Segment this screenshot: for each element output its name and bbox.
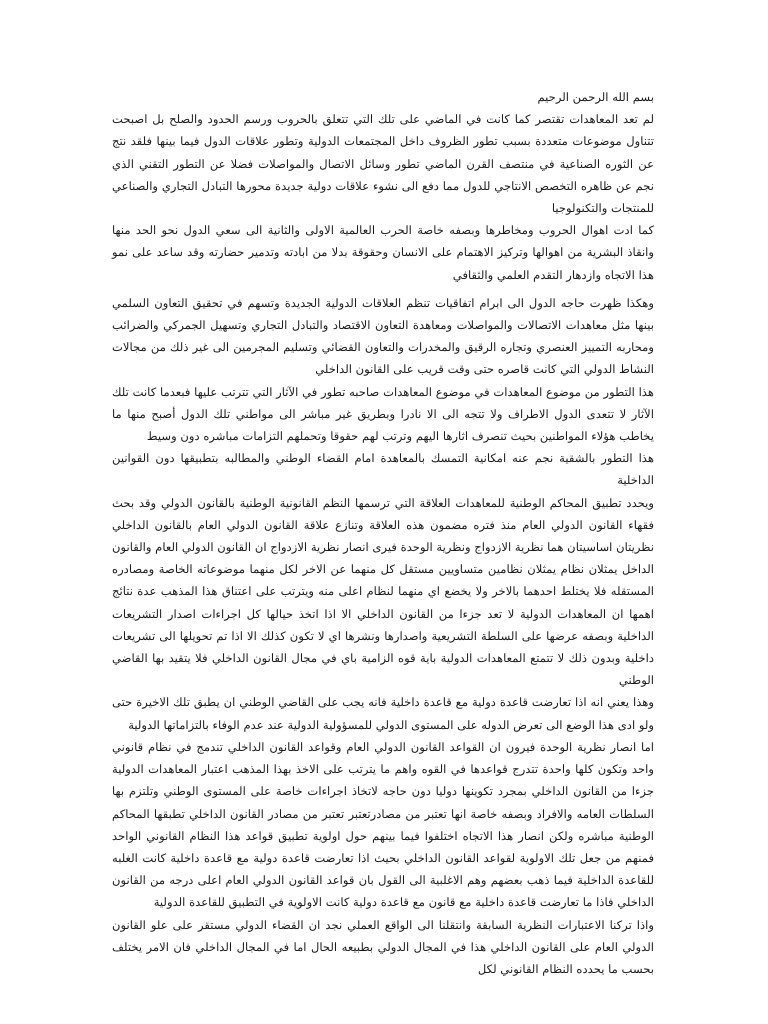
paragraph: كما ادت اهوال الحروب ومخاطرها وبصفه خاصة الحرب العالمية الاولى والثانية الى سعي الدول نحو الحد منها وانقاذ البشرية من اهوالها وتركيز الاهتمام على الانسان وحقوقة بدلا من ابادته وتدمير حضارته وقد ساعد على نمو هذا الاتجاه وازدهار التقدم العلمي والثقافي	[112, 223, 654, 282]
paragraph: ويحدد تطبيق المحاكم الوطنية للمعاهدات العلاقة التي ترسمها النظم القانونية الوطنية بالقانون الدولي وقد بحث فقهاء القانون الدولي العام منذ فتره مضمون هذه العلاقة وتنازع علاقة القانون الدولي العام بالقانون الداخلي نظريتان اساسيتان هما نظرية الازدواج ونظرية الوحدة فيرى انصار نظرية الازدواج ان القانون الدولي العام والقانون الداخل يمثلان نظام يمثلان نظامين متساويين مستقل كل منهما عن الاخر لكل منهما موضوعاته الخاصة ومصادره المستقله فلا يختلط احدهما بالاخر ولا يخضع اي منهما لنظام اعلى منه ويترتب على اعتناق هذا المذهب عدة نتائج اهمها ان المعاهدات الدولية لا تعد جزءا من القانون الداخلي الا اذا اتخذ حيالها كل اجراءات اصدار التشريعات الداخلية وبصفه عرضها على السلطة التشريعية واصدارها ونشرها اي لا تكون كذلك الا اذا تم تحويلها الى تشريعات داخلية وبدون ذلك لا تتمتع المعاهدات الدولية باية قوه الزامية باي في مجال القانون الداخلي فلا يتقيد بها القاضي الوطني	[112, 495, 654, 688]
paragraph: وهذا يعني انه اذا تعارضت قاعدة دولية مع قاعدة داخلية فانه يجب على القاضي الوطني ان يطبق تلك الاخيرة حتى ولو ادى هذا الوضع الى تعرض الدوله على المستوى الدولي للمسؤولية الدولية عند عدم الوفاء بالتزاماتها الدولية	[112, 695, 654, 732]
paragraph: هذا التطور بالشقية نجم عنه امكانية التمسك بالمعاهدة امام القضاء الوطني والمطالبه بتطبيقها دون القوانين الداخلية	[112, 451, 654, 488]
document-page	[112, 86, 654, 980]
paragraph: هذا التطور من موضوع المعاهدات في موضوع المعاهدات صاحبه تطور في الآثار التي تترتب عليها فبعدما كانت تلك الآثار لا تتعدى الدول الاطراف ولا تتجه الى الا نادرا وبطريق غير مباشر الى مواطني تلك الدول أصبح منها ما يخاطب هؤلاء المواطنين بحيث تنصرف اثارها اليهم وترتب لهم حقوقا وتحملهم التزامات مباشره دون وسيط	[112, 384, 654, 444]
paragraph: اما انصار نظرية الوحدة فيرون ان القواعد القانون الدولي العام وقواعد القانون الداخلي تندمج في نظام قانوني واحد وتكون كلها واحدة تتدرج قواعدها في القوه واهم ما يترتب على الاخذ بهذا المذهب اعتبار المعاهدات الدولية جزءا من القانون الداخلي بمجرد تكوينها دوليا دون حاجه لاتخاذ اجراءات خاصة على المستوى الوطني وتلتزم بها السلطات العامه والافراد وبصفه خاصة انها تعتبر من مصادرتعتبر تعتبر من مصادر القانون الداخلي تطبقها المحاكم الوطنية مباشره ولكن انصار هذا الاتجاه اختلفوا فيما بينهم حول اولوية تطبيق قواعد هذا النظام القانوني الواحد فمنهم من جعل تلك الاولوية لقواعد القانون الداخلي بحيث اذا تعارضت قاعدة دولية مع قاعدة داخلية كانت الغلبه للقاعدة الداخلية فيما ذهب بعضهم وهم الاغلبية الى القول بان قواعد القانون الدولي العام اعلى درجه من القانون الداخلي فاذا ما تعارضت قاعدة داخلية مع قانون مع قاعدة دولية كانت الاولوية في التطبيق للقاعدة الدولية	[112, 739, 654, 910]
paragraph: لم تعد المعاهدات تقتصر كما كانت في الماضي على تلك التي تتعلق بالحروب ورسم الحدود والصلح بل اصبحت تتناول موضوعات متعددة بسبب تطور الظروف داخل المجتمعات الدولية وتطور علاقات الدول فيما بينها فلقد نتج عن الثوره الصناعية في منتصف القرن الماضي تطور وسائل الاتصال والمواصلات فضلا عن التطور التقني الذي نجم عن ظاهره التخصص الانتاجي للدول مما دفع الى نشوء علاقات دولية جديدة محورها التبادل التجاري والصناعي للمنتجات والتكنولوجيا	[112, 112, 654, 216]
paragraph: واذا تركنا الاعتبارات النظرية السابقة وانتقلنا الى الواقع العملي نجد ان القضاء الدولي مستقر على علو القانون الدولي العام على القانون الداخلي هذا في المجال الدولي بطبيعه الحال اما في المجال الداخلي فان الامر يختلف بحسب ما يحدده النظام القانوني لكل	[112, 917, 654, 976]
paragraph: وهكذا ظهرت حاجه الدول الى ابرام اتفاقيات تنظم العلاقات الدولية الجديدة وتسهم في تحقيق التعاون السلمي بينها مثل معاهدات الاتصالات والمواصلات ومعاهدة التعاون الاقتصاد والتبادل التجاري وتسهيل الجمركي والضرائب ومحاربه التمييز العنصري وتجاره الرقيق والمخدرات والتعاون القضائي وتسليم المجرمين الى غير ذلك من مجالات النشاط الدولي التي كانت قاصره حتى وقت قريب على القانون الداخلي	[112, 295, 654, 377]
basmala: بسم الله الرحمن الرحيم	[537, 90, 654, 104]
